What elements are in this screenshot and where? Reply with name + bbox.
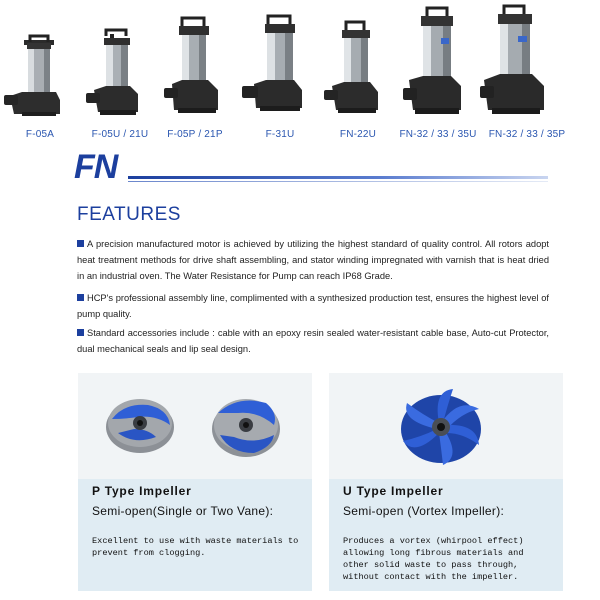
pump-fn3xp-image bbox=[478, 0, 578, 130]
feature-item bbox=[77, 236, 549, 284]
impeller-title: U Type Impeller bbox=[343, 484, 444, 498]
pump-f31u-image bbox=[240, 0, 330, 130]
feature-text: Standard accessories include : cable with an epoxy resin sealed water-resistant cable base, Auto-cut Protector, dual mechanical seals and lip seal design. bbox=[77, 328, 549, 354]
impeller-subtitle: Semi-open(Single or Two Vane): bbox=[92, 504, 274, 518]
p-type-impeller-panel bbox=[78, 373, 312, 591]
pump-label: F-05U / 21U bbox=[91, 129, 149, 140]
impeller-subtitle: Semi-open (Vortex Impeller): bbox=[343, 504, 505, 518]
pump-gallery bbox=[0, 0, 600, 150]
pump-fn3xu-image bbox=[395, 0, 485, 130]
title-underline-thin bbox=[128, 181, 548, 182]
feature-text: A precision manufactured motor is achieved by utilizing the highest standard of quality control. All rotors adopt heat treatment methods for drive shaft assembling, and stator winding impregnated with varnish that is heat dried in an industrial oven. The Water Resistance for Pump can reach IP68 Grade. bbox=[77, 239, 549, 281]
pump-label: FN-32 / 33 / 35P bbox=[488, 129, 566, 140]
p-type-impeller-images bbox=[78, 373, 312, 479]
u-type-impeller-icon bbox=[329, 373, 563, 479]
bullet-square-icon bbox=[77, 329, 84, 336]
bullet-square-icon bbox=[77, 240, 84, 247]
title-underline bbox=[128, 176, 548, 179]
impeller-description: Excellent to use with waste materials to prevent from clogging. bbox=[92, 536, 299, 558]
u-type-impeller-panel bbox=[329, 373, 563, 591]
impeller-title: P Type Impeller bbox=[92, 484, 192, 498]
feature-text: HCP's professional assembly line, complimented with a synthesized production test, ensures the highest level of pump quality. bbox=[77, 293, 549, 319]
impeller-description: Produces a vortex (whirpool effect) allowing long fibrous materials and other solid waste to pass through, without contact with the impeller. bbox=[343, 536, 524, 582]
pump-label: F-05P / 21P bbox=[167, 129, 223, 140]
p-type-impeller-icon bbox=[78, 373, 312, 479]
feature-item bbox=[77, 325, 549, 357]
pump-label: FN-32 / 33 / 35U bbox=[399, 129, 477, 140]
u-type-impeller-image bbox=[329, 373, 563, 479]
pump-f05p-image bbox=[160, 0, 250, 130]
pump-label: F-31U bbox=[265, 129, 295, 140]
features-heading: FEATURES bbox=[77, 204, 181, 225]
pump-f05a-image bbox=[0, 0, 90, 130]
pump-label: F-05A bbox=[25, 129, 55, 140]
bullet-square-icon bbox=[77, 294, 84, 301]
feature-item bbox=[77, 290, 549, 322]
pump-label: FN-22U bbox=[339, 129, 377, 140]
pump-f05u-image bbox=[80, 0, 170, 130]
series-title: FN bbox=[74, 148, 118, 186]
